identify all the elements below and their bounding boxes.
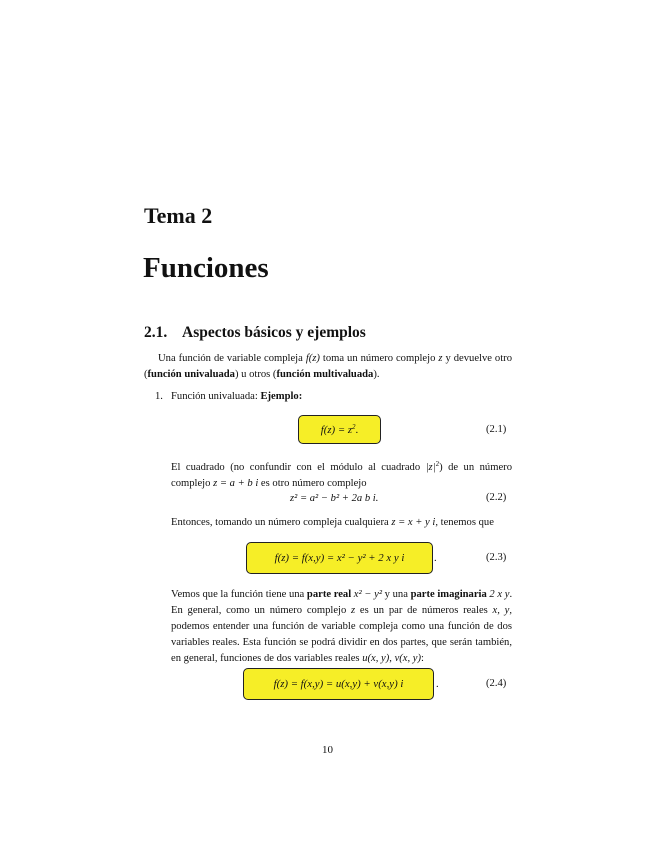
equation-2-2: z² = a² − b² + 2a b i.	[290, 493, 379, 504]
section-heading	[144, 324, 366, 342]
equation-2-4-box	[243, 668, 434, 700]
page-number: 10	[322, 744, 333, 756]
equation-number-2-3: (2.3)	[486, 552, 507, 563]
equation-number-2-1: (2.1)	[486, 424, 507, 435]
equation-2-3: f(z) = f(x,y) = x² − y² + 2 x y i	[274, 552, 405, 564]
equation-2-3-period: .	[434, 553, 437, 564]
equation-2-4-period: .	[436, 679, 439, 690]
chapter-label: Tema 2	[144, 203, 213, 228]
paragraph-real-imag: Vemos que la función tiene una parte real x² − y² y una parte imaginaria 2 x y.	[171, 589, 513, 600]
section-title: Aspectos básicos y ejemplos	[182, 324, 366, 341]
equation-number-2-4: (2.4)	[486, 678, 507, 689]
list-item-label: Función univaluada: Ejemplo:	[171, 391, 303, 402]
paragraph-entonces: Entonces, tomando un número compleja cualquiera z = x + y i, tenemos que	[171, 517, 494, 528]
equation-2-1: $f(z) = z^2$.	[320, 423, 359, 436]
intro-paragraph: Una función de variable compleja f(z) toma un número complejo z y devuelve otro (función univaluada) u otros (función multivaluada).	[144, 353, 512, 380]
chapter-title: Funciones	[143, 252, 269, 284]
equation-2-1-box	[298, 415, 381, 444]
equation-2-3-box	[246, 542, 433, 574]
paragraph-square: El cuadrado (no confundir con el módulo al cuadrado $|z|^2$) de un número complejo z = a + b i es otro número complejo	[171, 460, 512, 489]
equation-2-4: f(z) = f(x,y) = u(x,y) + v(x,y) i	[273, 678, 404, 690]
section-number: 2.1.	[144, 324, 168, 341]
equation-number-2-2: (2.2)	[486, 492, 507, 503]
list-marker: 1.	[155, 391, 163, 402]
paragraph-general: En general, como un número complejo z es un par de números reales x, y, podemos entender una función de variable compleja como una función de dos variables reales. Esta función se podrá dividir en dos partes, que serán también, en general, funciones de dos variables reales u(x, y), v(x, y):	[171, 605, 513, 664]
